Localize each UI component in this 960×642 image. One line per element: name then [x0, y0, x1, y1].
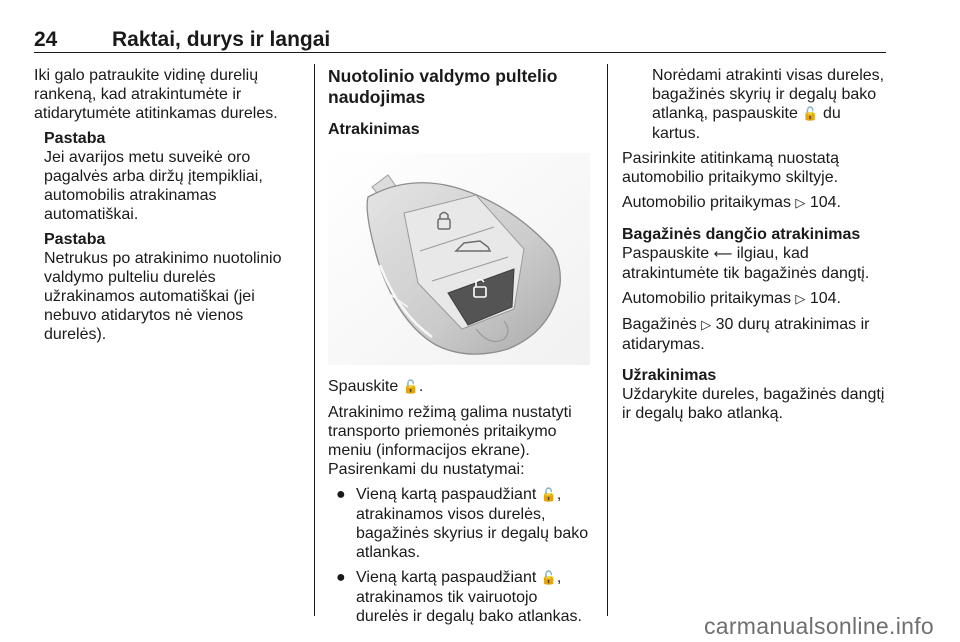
unlock-icon: 🔓	[402, 380, 419, 395]
reference-text: Automobilio pritaikymas	[622, 290, 791, 307]
unlock-icon: 🔓	[802, 107, 819, 122]
bullet-icon: ●	[336, 486, 346, 503]
mode-paragraph: Atrakinimo režimą galima nustatyti transporto priemonės pritaikymo meniu (informacijos ekrane).	[328, 404, 572, 459]
chapter-title: Raktai, durys ir langai	[112, 28, 331, 51]
page-number: 24	[34, 28, 58, 51]
reference-link[interactable]	[622, 315, 890, 354]
bullet-text: Vieną kartą paspaudžiant	[356, 569, 537, 586]
remote-key-illustration	[328, 153, 590, 365]
note-text: Netrukus po atrakinimo nuotolinio valdymo pulteliu durelės užrakinamos automatiškai (jei nebuvo atidarytos nė vienos durelės).	[44, 250, 282, 343]
press-instruction	[328, 377, 590, 397]
unlock-icon: 🔓	[540, 571, 557, 586]
trunk-icon: ⟵	[713, 247, 733, 262]
reference-link[interactable]	[622, 289, 890, 309]
note-title: Pastaba	[44, 130, 106, 147]
lock-section-title: Užrakinimas	[622, 367, 717, 384]
choose-paragraph: Pasirenkami du nustatymai:	[328, 461, 525, 478]
unlock-icon: 🔓	[540, 488, 557, 503]
intro-paragraph: Iki galo patraukite vidinę durelių rankeną, kad atrakintumėte ir atidarytumėte atitinkamas dureles.	[34, 67, 278, 122]
column-3	[622, 66, 890, 423]
bullet-text: , atrakinamos tik vairuotojo durelės ir degalų bako atlankas.	[356, 569, 582, 625]
continued-text: du kartus.	[652, 105, 841, 142]
trunk-section-title: Bagažinės dangčio atrakinimas	[622, 226, 861, 243]
continued-bullet	[622, 66, 890, 143]
note-box	[34, 129, 296, 344]
bullet-icon: ●	[336, 569, 346, 586]
reference-text: durų atrakinimas ir atidarymas.	[622, 316, 870, 353]
continued-text: Norėdami atrakinti visas dureles, bagažinės skyrių ir degalų bako atlanką, paspauskite	[652, 67, 885, 122]
trunk-text: Paspauskite	[622, 245, 710, 262]
reference-arrow-icon: ▷	[795, 292, 806, 307]
column-divider	[607, 64, 608, 616]
watermark: carmanualsonline.info	[703, 613, 934, 639]
column-divider	[314, 64, 315, 616]
bullet-text: Vieną kartą paspaudžiant	[356, 486, 537, 503]
note-title: Pastaba	[44, 231, 106, 248]
press-text-end: .	[418, 378, 424, 395]
reference-page: 104.	[809, 290, 841, 307]
note-text: Jei avarijos metu suveikė oro pagalvės arba diržų įtempikliai, automobilis atrakinamas automatiškai.	[44, 149, 263, 223]
setting-paragraph: Pasirinkite atitinkamą nuostatą automobilio pritaikymo skiltyje.	[622, 150, 839, 186]
column-1	[34, 66, 296, 344]
bullet-text: , atrakinamos visos durelės, bagažinės skyrius ir degalų bako atlankas.	[356, 486, 589, 561]
list-item	[328, 568, 590, 626]
reference-arrow-icon: ▷	[701, 318, 712, 333]
reference-link[interactable]	[622, 193, 890, 213]
reference-page: 104.	[809, 194, 841, 211]
reference-arrow-icon: ▷	[795, 196, 806, 211]
trunk-paragraph	[622, 244, 890, 283]
lock-paragraph: Uždarykite dureles, bagažinės dangtį ir degalų bako atlanką.	[622, 386, 885, 422]
section-title: Nuotolinio valdymo pultelio naudojimas	[328, 66, 558, 107]
press-text: Spauskite	[328, 378, 399, 395]
reference-text: Bagažinės	[622, 316, 697, 333]
reference-page: 30	[715, 316, 734, 333]
page-header	[34, 28, 886, 53]
trunk-text: ilgiau, kad atrakintumėte tik bagažinės dangtį.	[622, 245, 870, 282]
column-2	[328, 66, 590, 626]
list-item	[328, 485, 590, 562]
subsection-title: Atrakinimas	[328, 121, 420, 138]
reference-text: Automobilio pritaikymas	[622, 194, 791, 211]
